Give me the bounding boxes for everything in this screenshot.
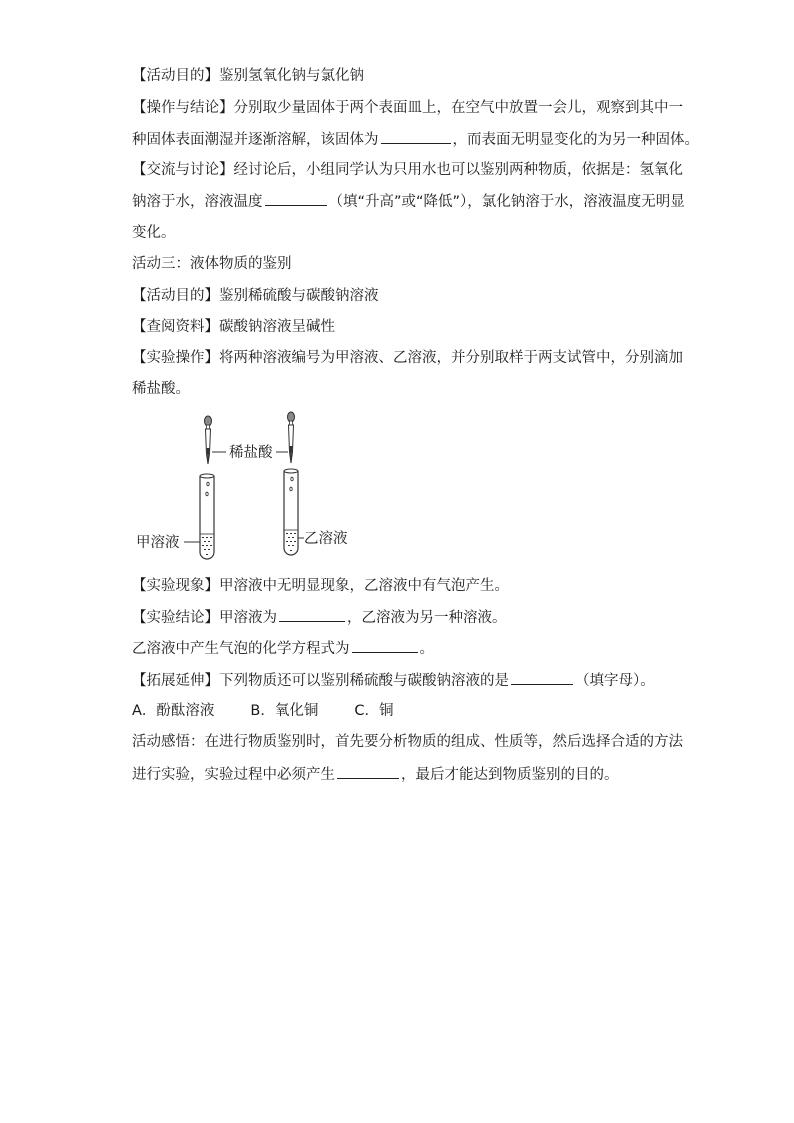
extension-question: 【拓展延伸】下列物质还可以鉴别稀硫酸与碳酸钠溶液的是 （填字母）。: [132, 670, 672, 691]
dropper-left-icon: [205, 416, 212, 464]
discussion-line-3: 变化。: [132, 225, 176, 241]
experiment-operation-line-1: 【实验操作】将两种溶液编号为甲溶液、乙溶液，并分别取样于两支试管中，分别滴加: [132, 350, 683, 366]
reflection-line-1: 活动感悟：在进行物质鉴别时，首先要分析物质的组成、性质等，然后选择合适的方法: [132, 734, 683, 750]
option-b[interactable]: B．氧化铜: [250, 703, 319, 719]
activity-purpose-1: 【活动目的】鉴别氢氧化钠与氯化钠: [132, 68, 364, 84]
options-row: [132, 701, 672, 721]
option-c[interactable]: C．铜: [354, 703, 394, 719]
test-tube-left-icon: [200, 474, 214, 559]
reference-info: 【查阅资料】碳酸钠溶液呈碱性: [132, 319, 335, 335]
activity-purpose-2: 【活动目的】鉴别稀硫酸与碳酸钠溶液: [132, 288, 379, 304]
tube-left-label: 甲溶液: [136, 535, 180, 551]
experiment-phenomenon: 【实验现象】甲溶液中无明显现象，乙溶液中有气泡产生。: [132, 578, 509, 594]
answer-blank-solution[interactable]: [279, 607, 345, 622]
answer-blank-temperature[interactable]: [265, 191, 327, 206]
answer-blank-phenomenon[interactable]: [337, 764, 399, 779]
activity-three-heading: 活动三：液体物质的鉴别: [132, 256, 292, 272]
discussion-line-2: 钠溶于水，溶液温度 （填“升高”或“降低”），氯化钠溶于水，溶液温度无明显: [132, 191, 672, 212]
operation-conclusion-line-2: 种固体表面潮湿并逐渐溶解，该固体为 ，而表面无明显变化的为另一种固体。: [132, 129, 672, 150]
dropper-right-icon: [288, 412, 295, 463]
tube-right-label: 乙溶液: [304, 531, 348, 547]
discussion-line-1: 【交流与讨论】经讨论后，小组同学认为只用水也可以鉴别两种物质，依据是：氢氧化: [132, 162, 683, 178]
test-tube-right-icon: [284, 469, 298, 555]
experiment-conclusion: 【实验结论】甲溶液为 ，乙溶液为另一种溶液。: [132, 607, 672, 628]
operation-conclusion-line-1: 【操作与结论】分别取少量固体于两个表面皿上，在空气中放置一会儿，观察到其中一: [132, 100, 683, 116]
acid-label: 稀盐酸: [229, 445, 273, 461]
chemical-equation-line: 乙溶液中产生气泡的化学方程式为 。: [132, 638, 672, 659]
experiment-operation-line-2: 稀盐酸。: [132, 381, 190, 397]
answer-blank-solid[interactable]: [381, 129, 451, 144]
answer-blank-letter[interactable]: [511, 670, 573, 685]
answer-blank-equation[interactable]: [352, 638, 418, 653]
option-a[interactable]: A．酚酞溶液: [132, 703, 215, 719]
test-tube-figure: [132, 408, 362, 568]
reflection-line-2: 进行实验，实验过程中必须产生 ，最后才能达到物质鉴别的目的。: [132, 764, 672, 785]
